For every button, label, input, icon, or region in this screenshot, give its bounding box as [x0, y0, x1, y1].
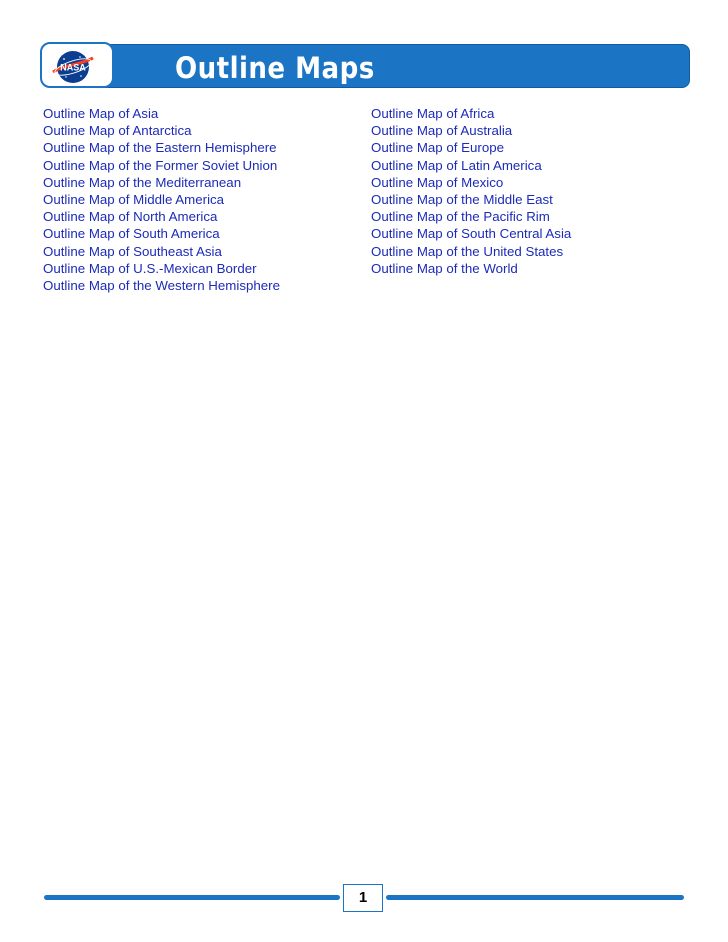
- map-link[interactable]: Outline Map of Africa: [371, 106, 495, 121]
- map-link[interactable]: Outline Map of South Central Asia: [371, 226, 572, 242]
- map-link[interactable]: Outline Map of the World: [371, 260, 518, 276]
- map-link[interactable]: Outline Map of the Former Soviet Union: [43, 157, 278, 173]
- list-item: [371, 105, 571, 122]
- logo-frame: [40, 42, 114, 88]
- map-link[interactable]: Outline Map of the Middle East: [371, 191, 553, 207]
- footer-rule-right: [386, 895, 684, 900]
- map-link[interactable]: Outline Map of the Western Hemisphere: [43, 277, 280, 293]
- map-link[interactable]: Outline Map of Asia: [43, 106, 159, 121]
- footer-rule-left: [44, 895, 340, 900]
- list-item: [43, 174, 280, 191]
- list-item: [43, 122, 280, 139]
- list-item: [371, 139, 571, 156]
- right-link-list: [371, 105, 571, 277]
- list-item: [43, 139, 280, 156]
- map-link[interactable]: Outline Map of Mexico: [371, 174, 504, 190]
- map-link[interactable]: Outline Map of Southeast Asia: [43, 243, 222, 259]
- list-item: [371, 208, 571, 225]
- list-item: [371, 157, 571, 174]
- list-item: [43, 225, 280, 242]
- map-link[interactable]: Outline Map of the United States: [371, 243, 564, 259]
- page-number: 1: [343, 884, 383, 912]
- list-item: [43, 208, 280, 225]
- map-link[interactable]: Outline Map of Middle America: [43, 191, 225, 207]
- list-item: [43, 243, 280, 260]
- left-link-list: [43, 105, 280, 294]
- list-item: [43, 105, 280, 122]
- list-item: [371, 174, 571, 191]
- list-item: [371, 225, 571, 242]
- list-item: [371, 122, 571, 139]
- list-item: [371, 191, 571, 208]
- header-bar: [102, 44, 690, 88]
- map-link[interactable]: Outline Map of Latin America: [371, 157, 542, 173]
- map-link[interactable]: Outline Map of the Eastern Hemisphere: [43, 140, 277, 156]
- list-item: [371, 243, 571, 260]
- page-title: Outline Maps: [175, 51, 375, 85]
- map-link[interactable]: Outline Map of Australia: [371, 123, 513, 139]
- list-item: [43, 157, 280, 174]
- list-item: [371, 260, 571, 277]
- page-header: [40, 42, 690, 88]
- list-item: [43, 191, 280, 208]
- map-link[interactable]: Outline Map of South America: [43, 226, 220, 242]
- map-link[interactable]: Outline Map of U.S.-Mexican Border: [43, 260, 257, 276]
- nasa-logo-icon: [50, 48, 96, 86]
- list-item: [43, 260, 280, 277]
- map-link[interactable]: Outline Map of Europe: [371, 140, 505, 156]
- svg-text:NASA: NASA: [60, 62, 86, 73]
- map-link[interactable]: Outline Map of the Pacific Rim: [371, 209, 550, 225]
- list-item: [43, 277, 280, 294]
- map-link[interactable]: Outline Map of North America: [43, 209, 218, 225]
- map-link[interactable]: Outline Map of the Mediterranean: [43, 174, 242, 190]
- map-link[interactable]: Outline Map of Antarctica: [43, 123, 192, 139]
